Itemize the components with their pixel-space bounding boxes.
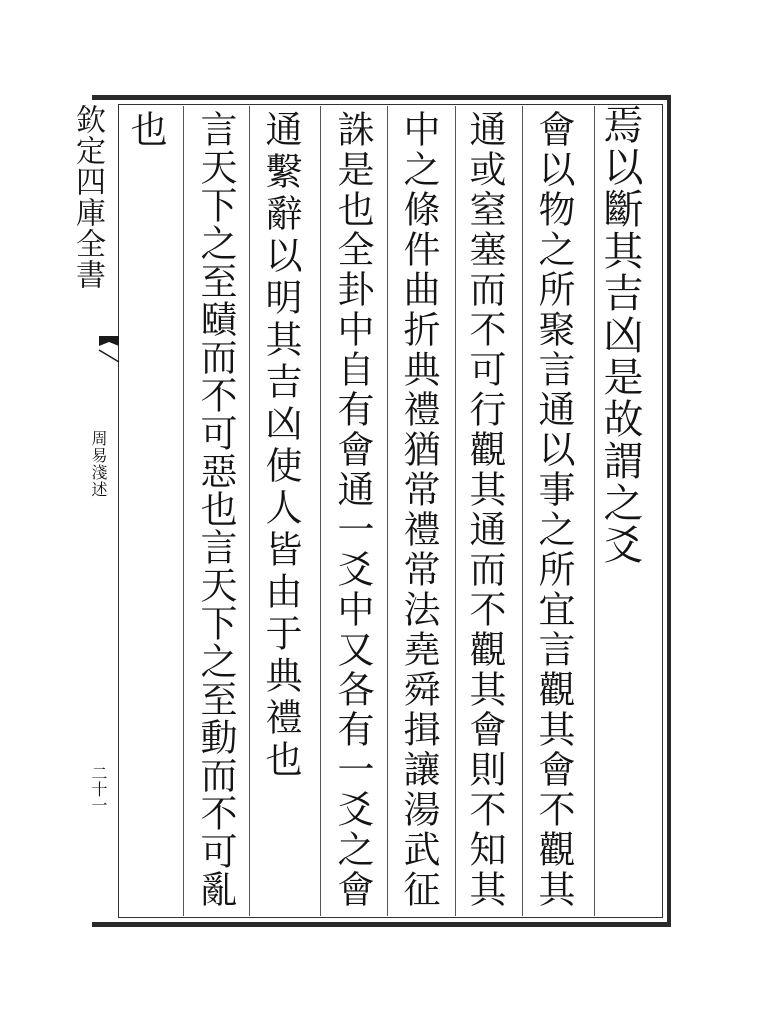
- text-column: 中之條件曲折典禮猶常禮常法堯舜揖讓湯武征: [397, 110, 440, 910]
- column-rule: [183, 106, 184, 916]
- text-column: 會以物之所聚言通以事之所宜言觀其會不觀其: [532, 110, 575, 910]
- text-column: 也: [124, 110, 167, 152]
- text-column: 言天下之至賾而不可惡也言天下之至動而不可亂: [194, 110, 237, 908]
- margin-page-number: 二十一: [89, 765, 108, 813]
- fishtail-mark: [98, 334, 120, 364]
- column-rule: [594, 106, 595, 916]
- text-column: 通繫辭以明其吉凶使人皆由于典禮也: [259, 110, 302, 782]
- column-rule: [249, 106, 250, 916]
- column-rule: [387, 106, 388, 916]
- column-rule: [522, 106, 523, 916]
- text-column: 焉以斷其吉凶是故謂之爻: [597, 104, 643, 566]
- margin-book-title: 周易淺述: [89, 430, 108, 498]
- column-rule: [455, 106, 456, 916]
- text-column: 誅是也全卦中自有會通一爻中又各有一爻之會: [331, 110, 374, 910]
- text-column: 通或窒塞而不可行觀其通而不觀其會則不知其: [463, 110, 506, 910]
- margin-series-title: 欽定四庫全書: [70, 104, 105, 290]
- column-rule: [320, 106, 321, 916]
